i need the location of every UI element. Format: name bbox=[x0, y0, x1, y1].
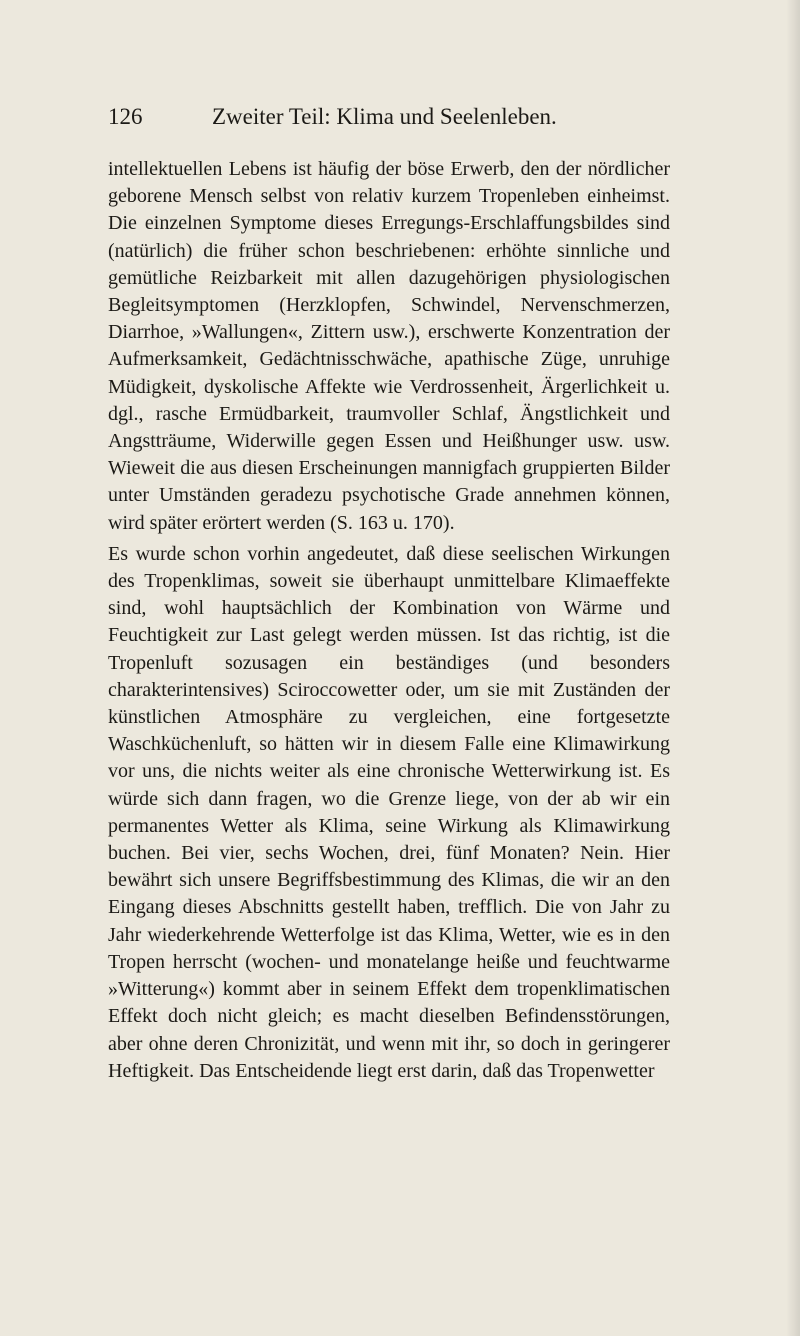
page-edge-shadow bbox=[786, 0, 800, 1336]
page-header bbox=[108, 104, 668, 134]
page-number: 126 bbox=[108, 104, 143, 129]
paragraph: Es wurde schon vorhin angedeutet, daß diese seelischen Wirkungen des Tropenklimas, soweit sie überhaupt unmittelbare Klimaeffekte sind, wohl hauptsächlich der Kombination von Wärme und Feuchtigkeit zur Last gelegt werden müssen. Ist das richtig, ist die Tropenluft sozusagen ein beständiges (und besonders charakterintensives) Sciroccowetter oder, um sie mit Zuständen der künstlichen Atmosphäre zu vergleichen, eine fortgesetzte Waschküchenluft, so hätten wir in diesem Falle eine Klimawirkung vor uns, die nichts weiter als eine chronische Wetterwirkung ist. Es würde sich dann fragen, wo die Grenze liege, von der ab wir ein permanentes Wetter als Klima, seine Wirkung als Klimawirkung buchen. Bei vier, sechs Wochen, drei, fünf Monaten? Nein. Hier bewährt sich unsere Begriffsbestimmung des Klimas, die wir an den Eingang dieses Abschnitts gestellt haben, trefflich. Die von Jahr zu Jahr wiederkehrende Wetterfolge ist das Klima, Wetter, wie es in den Tropen herrscht (wochen- und monatelange heiße und feuchtwarme »Witterung«) kommt aber in seinem Effekt dem tropenklimatischen Effekt doch nicht gleich; es macht dieselben Befindensstörungen, aber ohne deren Chronizität, und wenn mit ihr, so doch in geringerer Heftigkeit. Das Entscheidende liegt erst darin, daß das Tropenwetter bbox=[108, 542, 670, 1082]
paragraph: intellektuellen Lebens ist häufig der böse Erwerb, den der nördlicher geborene Mensch selbst von relativ kurzem Tropenleben einheimst. Die einzelnen Symptome dieses Erregungs-Erschlaffungsbildes sind (natürlich) die früher schon beschriebenen: erhöhte sinnliche und gemütliche Reizbarkeit mit allen dazugehörigen physiologischen Begleitsymptomen (Herzklopfen, Schwindel, Nervenschmerzen, Diarrhoe, »Wallungen«, Zittern usw.), erschwerte Konzentration der Aufmerksamkeit, Gedächtnisschwäche, apathische Züge, unruhige Müdigkeit, dyskolische Affekte wie Verdrossenheit, Ärgerlichkeit u. dgl., rasche Ermüdbarkeit, traumvoller Schlaf, Ängstlichkeit und Angstträume, Widerwille gegen Essen und Heißhunger usw. usw. Wieweit die aus diesen Erscheinungen mannigfach gruppierten Bilder unter Umständen geradezu psychotische Grade annehmen können, wird später erörtert werden (S. 163 u. 170). bbox=[108, 158, 670, 534]
running-title: Zweiter Teil: Klima und Seelenleben. bbox=[212, 104, 557, 129]
body-text bbox=[108, 156, 670, 1085]
